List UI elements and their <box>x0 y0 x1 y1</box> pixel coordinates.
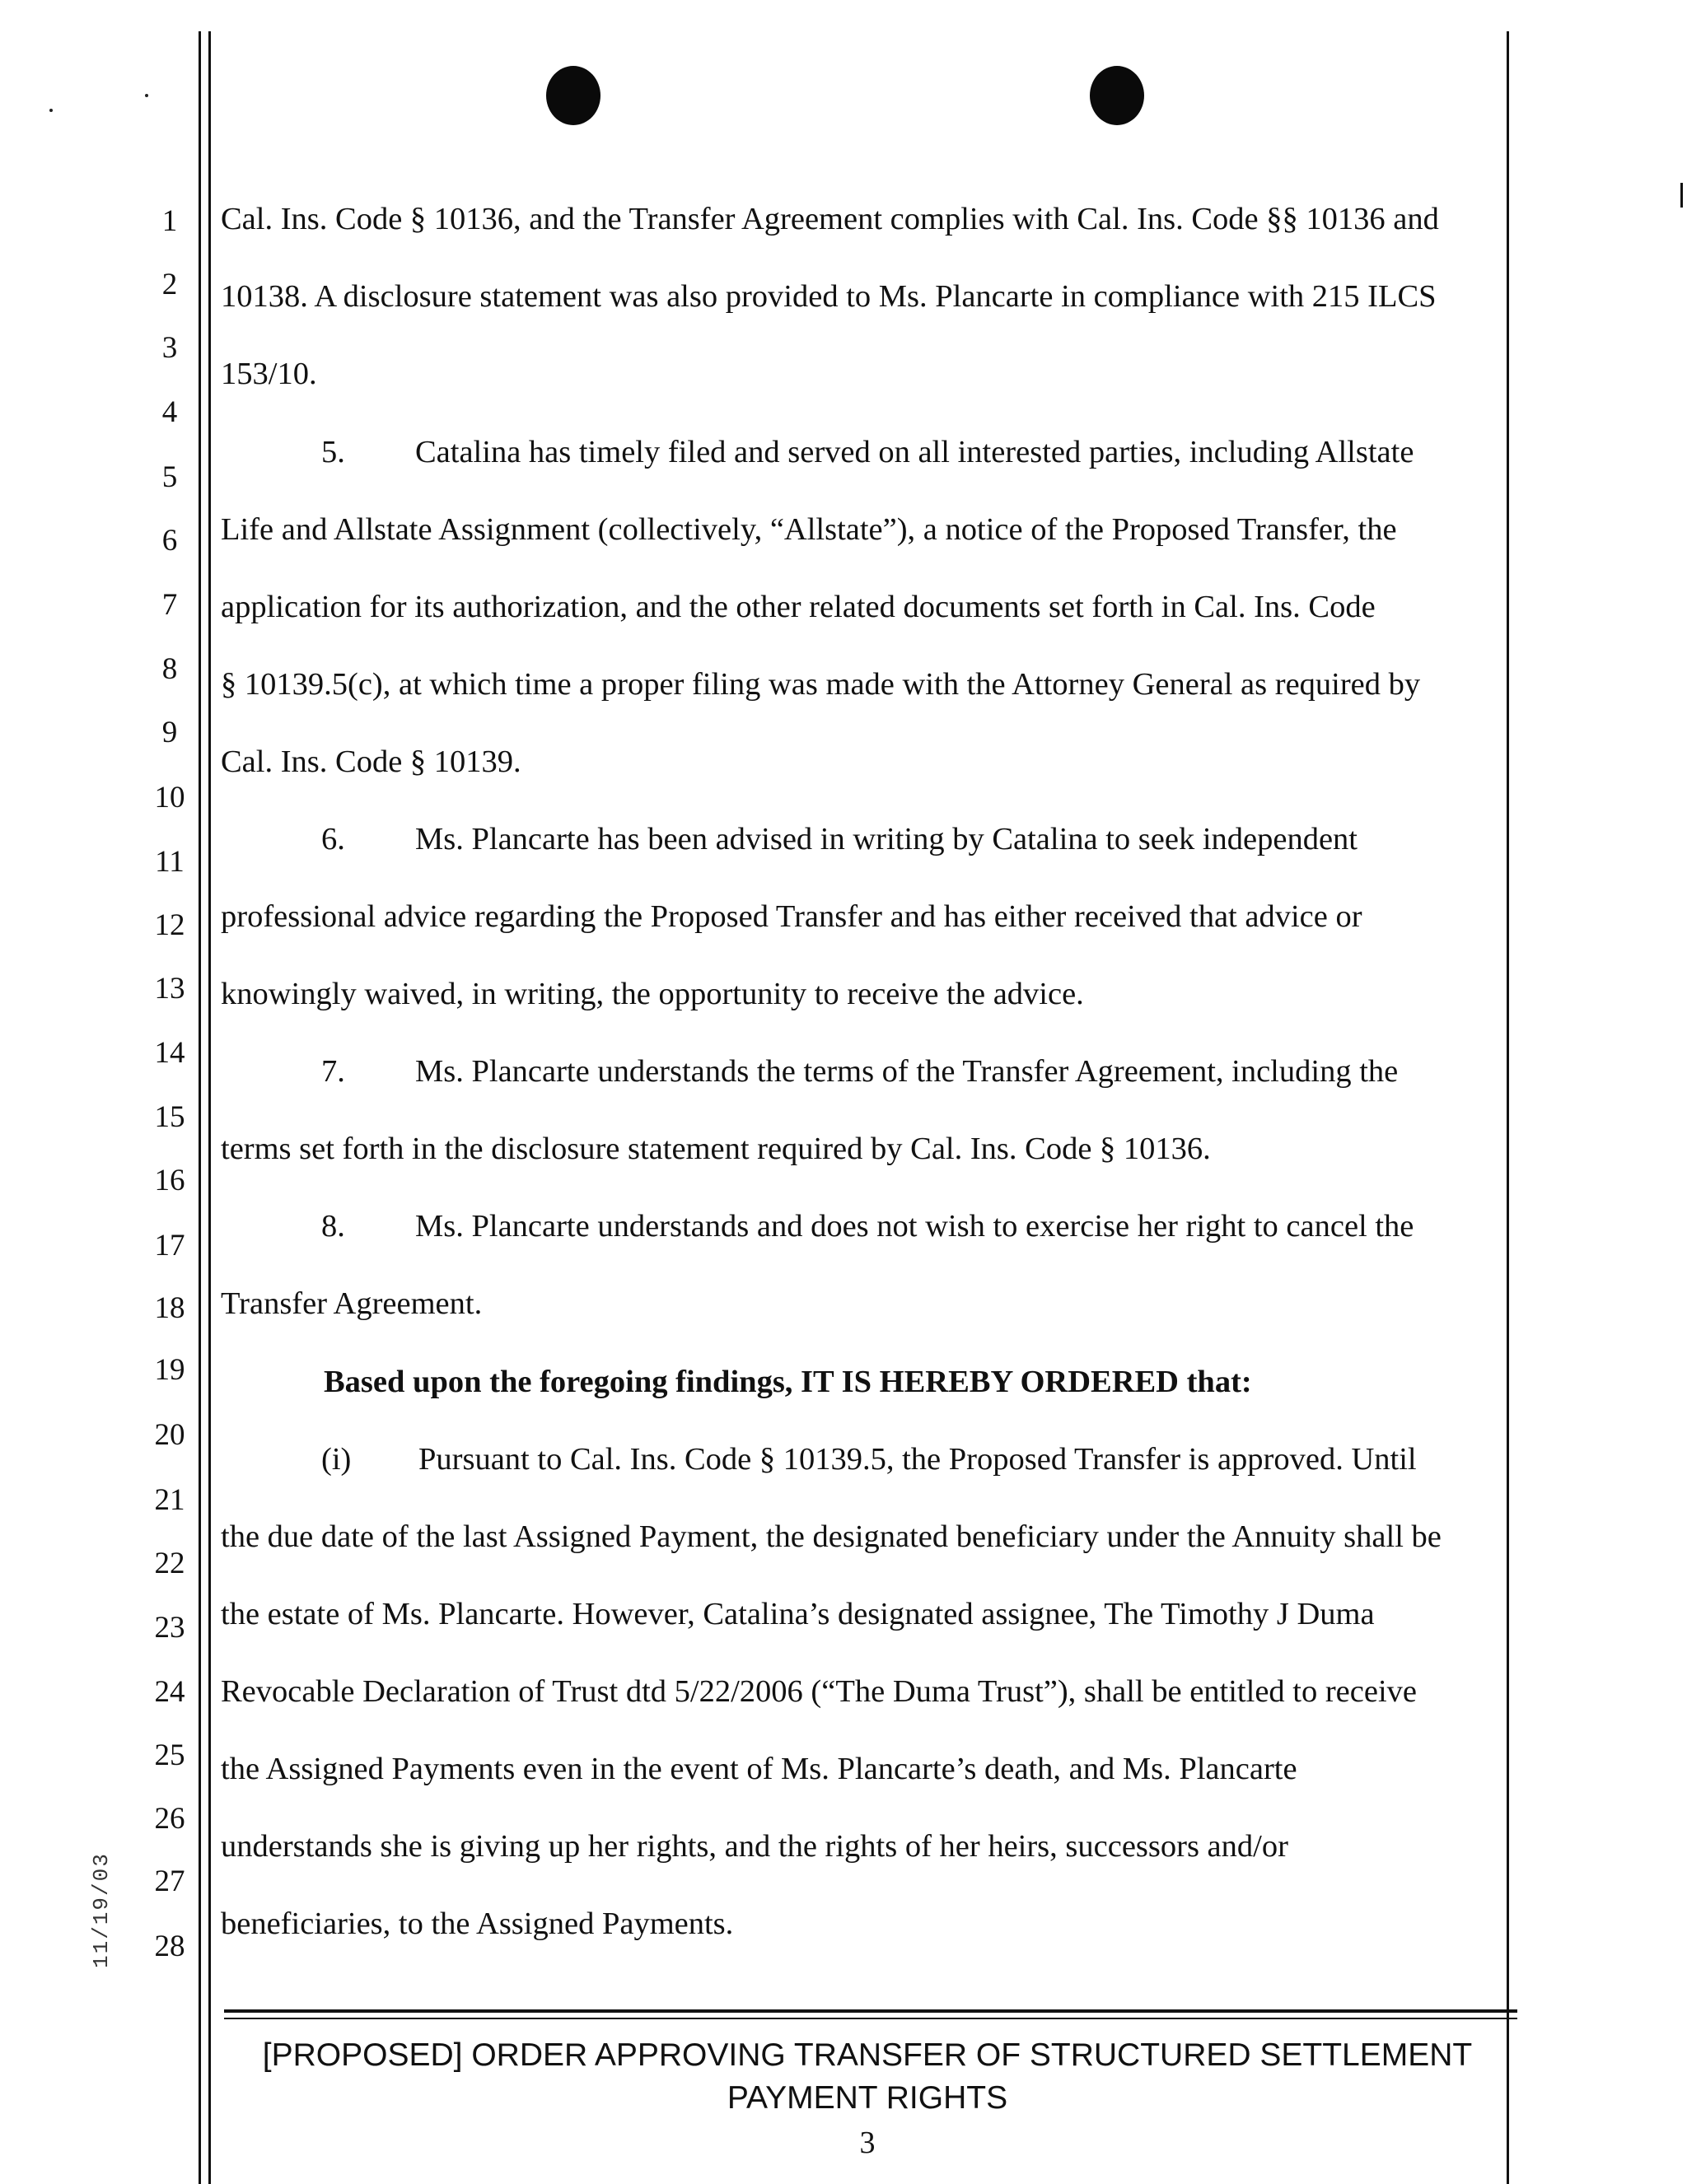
order-heading: Based upon the foregoing findings, IT IS HEREBY ORDERED that: <box>324 1365 1252 1399</box>
line-number: 3 <box>161 331 178 365</box>
body-line: the due date of the last Assigned Payment, the designated beneficiary under the Annuity shall be <box>221 1519 1442 1554</box>
left-margin-rule-inner <box>208 31 211 2184</box>
footer-divider-thin <box>224 2018 1517 2019</box>
line-number: 18 <box>154 1291 185 1325</box>
footer-title-line: [PROPOSED] ORDER APPROVING TRANSFER OF STRUCTURED SETTLEMENT <box>262 2037 1473 2073</box>
side-date-stamp: 11/19/03 <box>89 1852 114 1968</box>
line-number: 22 <box>154 1547 185 1580</box>
body-line: 153/10. <box>221 357 317 391</box>
line-number: 4 <box>161 395 178 429</box>
line-number: 5 <box>161 460 178 494</box>
line-number: 1 <box>161 204 178 238</box>
body-line: Life and Allstate Assignment (collectively, “Allstate”), a notice of the Proposed Transfer, the <box>221 512 1397 547</box>
line-number: 7 <box>161 588 178 622</box>
scan-speck <box>49 109 53 112</box>
line-number: 8 <box>161 652 178 686</box>
body-line: Ms. Plancarte understands and does not wish to exercise her right to cancel the <box>415 1209 1414 1244</box>
line-number: 15 <box>154 1100 185 1134</box>
body-line: the estate of Ms. Plancarte. However, Catalina’s designated assignee, The Timothy J Duma <box>221 1597 1375 1631</box>
body-line: beneficiaries, to the Assigned Payments. <box>221 1906 734 1941</box>
line-number: 27 <box>154 1864 185 1898</box>
body-line: knowingly waived, in writing, the opportunity to receive the advice. <box>221 977 1084 1011</box>
body-line: § 10139.5(c), at which time a proper filing was made with the Attorney General as required by <box>221 667 1421 702</box>
line-number: 23 <box>154 1611 185 1645</box>
body-line: the Assigned Payments even in the event of Ms. Plancarte’s death, and Ms. Plancarte <box>221 1752 1297 1786</box>
line-number: 13 <box>154 972 185 1006</box>
body-line: Catalina has timely filed and served on all interested parties, including Allstate <box>415 435 1414 469</box>
body-line: application for its authorization, and the other related documents set forth in Cal. Ins. Code <box>221 590 1376 624</box>
line-number: 28 <box>154 1930 185 1963</box>
scan-edge-mark <box>1680 183 1683 208</box>
right-margin-rule <box>1507 31 1509 2184</box>
footer-divider-thick <box>224 2009 1517 2013</box>
paragraph-number: 8. <box>321 1209 345 1244</box>
paragraph-number: 7. <box>321 1054 345 1089</box>
scan-speck <box>145 94 148 97</box>
paragraph-number: 5. <box>321 435 345 469</box>
paragraph-number: 6. <box>321 822 345 856</box>
line-number: 26 <box>154 1802 185 1836</box>
punch-hole-right <box>1090 66 1144 125</box>
line-number: 10 <box>154 781 185 814</box>
line-number: 24 <box>154 1675 185 1709</box>
line-number: 9 <box>161 716 178 749</box>
page-number: 3 <box>859 2126 876 2160</box>
body-line: terms set forth in the disclosure statement required by Cal. Ins. Code § 10136. <box>221 1132 1211 1166</box>
line-number: 11 <box>155 845 185 879</box>
body-line: understands she is giving up her rights, and the rights of her heirs, successors and/or <box>221 1829 1288 1864</box>
line-number: 25 <box>154 1738 185 1772</box>
line-number: 16 <box>154 1164 185 1197</box>
line-number: 6 <box>161 524 178 558</box>
line-number: 12 <box>154 908 185 942</box>
body-line: Revocable Declaration of Trust dtd 5/22/2006 (“The Duma Trust”), shall be entitled to receive <box>221 1674 1417 1709</box>
body-line: Cal. Ins. Code § 10136, and the Transfer Agreement complies with Cal. Ins. Code §§ 10136 and <box>221 202 1439 236</box>
line-number: 14 <box>154 1036 185 1070</box>
body-line: Transfer Agreement. <box>221 1286 483 1321</box>
line-number: 17 <box>154 1229 185 1262</box>
line-number: 19 <box>154 1353 185 1387</box>
body-line: Ms. Plancarte understands the terms of the Transfer Agreement, including the <box>415 1054 1399 1089</box>
left-margin-rule-outer <box>199 31 201 2184</box>
punch-hole-left <box>546 66 600 125</box>
body-line: professional advice regarding the Proposed Transfer and has either received that advice or <box>221 899 1362 934</box>
body-line: Ms. Plancarte has been advised in writing by Catalina to seek independent <box>415 822 1358 856</box>
line-number: 20 <box>154 1418 185 1452</box>
body-line: 10138. A disclosure statement was also provided to Ms. Plancarte in compliance with 215 ILCS <box>221 279 1437 314</box>
footer-title-line: PAYMENT RIGHTS <box>727 2080 1008 2116</box>
line-number: 21 <box>154 1483 185 1517</box>
paragraph-number: (i) <box>321 1442 352 1477</box>
body-line: Pursuant to Cal. Ins. Code § 10139.5, the Proposed Transfer is approved. Until <box>418 1442 1417 1477</box>
line-number: 2 <box>161 268 178 301</box>
body-line: Cal. Ins. Code § 10139. <box>221 744 521 779</box>
